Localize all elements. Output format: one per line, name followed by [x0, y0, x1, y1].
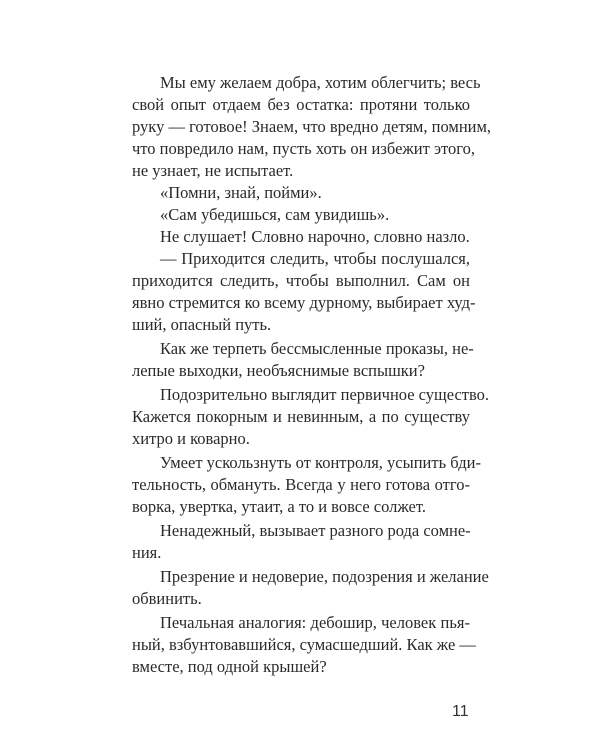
page-number: 11: [452, 703, 469, 720]
text-line: Подозрительно выглядит первичное существо.: [160, 385, 490, 404]
text-line: ший, опасный путь.: [132, 315, 272, 334]
paragraph: [132, 72, 492, 182]
text-line: «Сам убедишься, сам увидишь».: [160, 205, 390, 224]
text-line: ния.: [132, 543, 162, 562]
paragraph: [132, 566, 489, 610]
text-line: Презрение и недоверие, подозрения и желание: [160, 567, 489, 586]
text-line: что повредило нам, пусть хоть он избежит этого,: [132, 139, 476, 158]
text-line: «Помни, знай, пойми».: [160, 183, 322, 202]
page-body: [132, 72, 492, 678]
paragraph: [132, 520, 470, 564]
text-line: — Приходится следить, чтобы послушался,: [160, 249, 470, 268]
text-line: лепые выходки, необъяснимые вспышки?: [132, 361, 425, 380]
paragraph: [132, 248, 476, 336]
paragraph: [132, 338, 474, 382]
text-line: Кажется покорным и невинным, а по существу: [132, 407, 470, 426]
text-line: Печальная аналогия: дебошир, человек пья-: [160, 613, 470, 632]
paragraph: [132, 384, 490, 450]
paragraph: [132, 452, 481, 518]
text-line: приходится следить, чтобы выполнил. Сам он: [132, 271, 470, 290]
paragraph: [132, 182, 470, 204]
paragraph: [132, 612, 476, 678]
text-line: Как же терпеть бессмысленные проказы, не-: [160, 339, 474, 358]
text-line: обвинить.: [132, 589, 202, 608]
text-line: явно стремится ко всему дурному, выбирает худ-: [132, 293, 476, 312]
text-line: Мы ему желаем добра, хотим облегчить; весь: [160, 73, 481, 92]
text-line: хитро и коварно.: [132, 429, 250, 448]
text-line: руку — готовое! Знаем, что вредно детям, помним,: [132, 117, 492, 136]
text-line: ворка, увертка, утаит, а то и вовсе солжет.: [132, 497, 426, 516]
text-line: ный, взбунтовавшийся, сумасшедший. Как же —: [132, 635, 476, 654]
paragraph: [132, 204, 470, 226]
text-line: Ненадежный, вызывает разного рода сомне-: [160, 521, 471, 540]
text-line: вместе, под одной крышей?: [132, 657, 327, 676]
paragraph: [132, 226, 470, 248]
text-line: не узнает, не испытает.: [132, 161, 294, 180]
text-line: Не слушает! Словно нарочно, словно назло.: [160, 227, 470, 246]
text-line: Умеет ускользнуть от контроля, усыпить бди-: [160, 453, 481, 472]
text-line: свой опыт отдаем без остатка: протяни только: [132, 95, 470, 114]
text-line: тельность, обмануть. Всегда у него готова отго-: [132, 475, 470, 494]
